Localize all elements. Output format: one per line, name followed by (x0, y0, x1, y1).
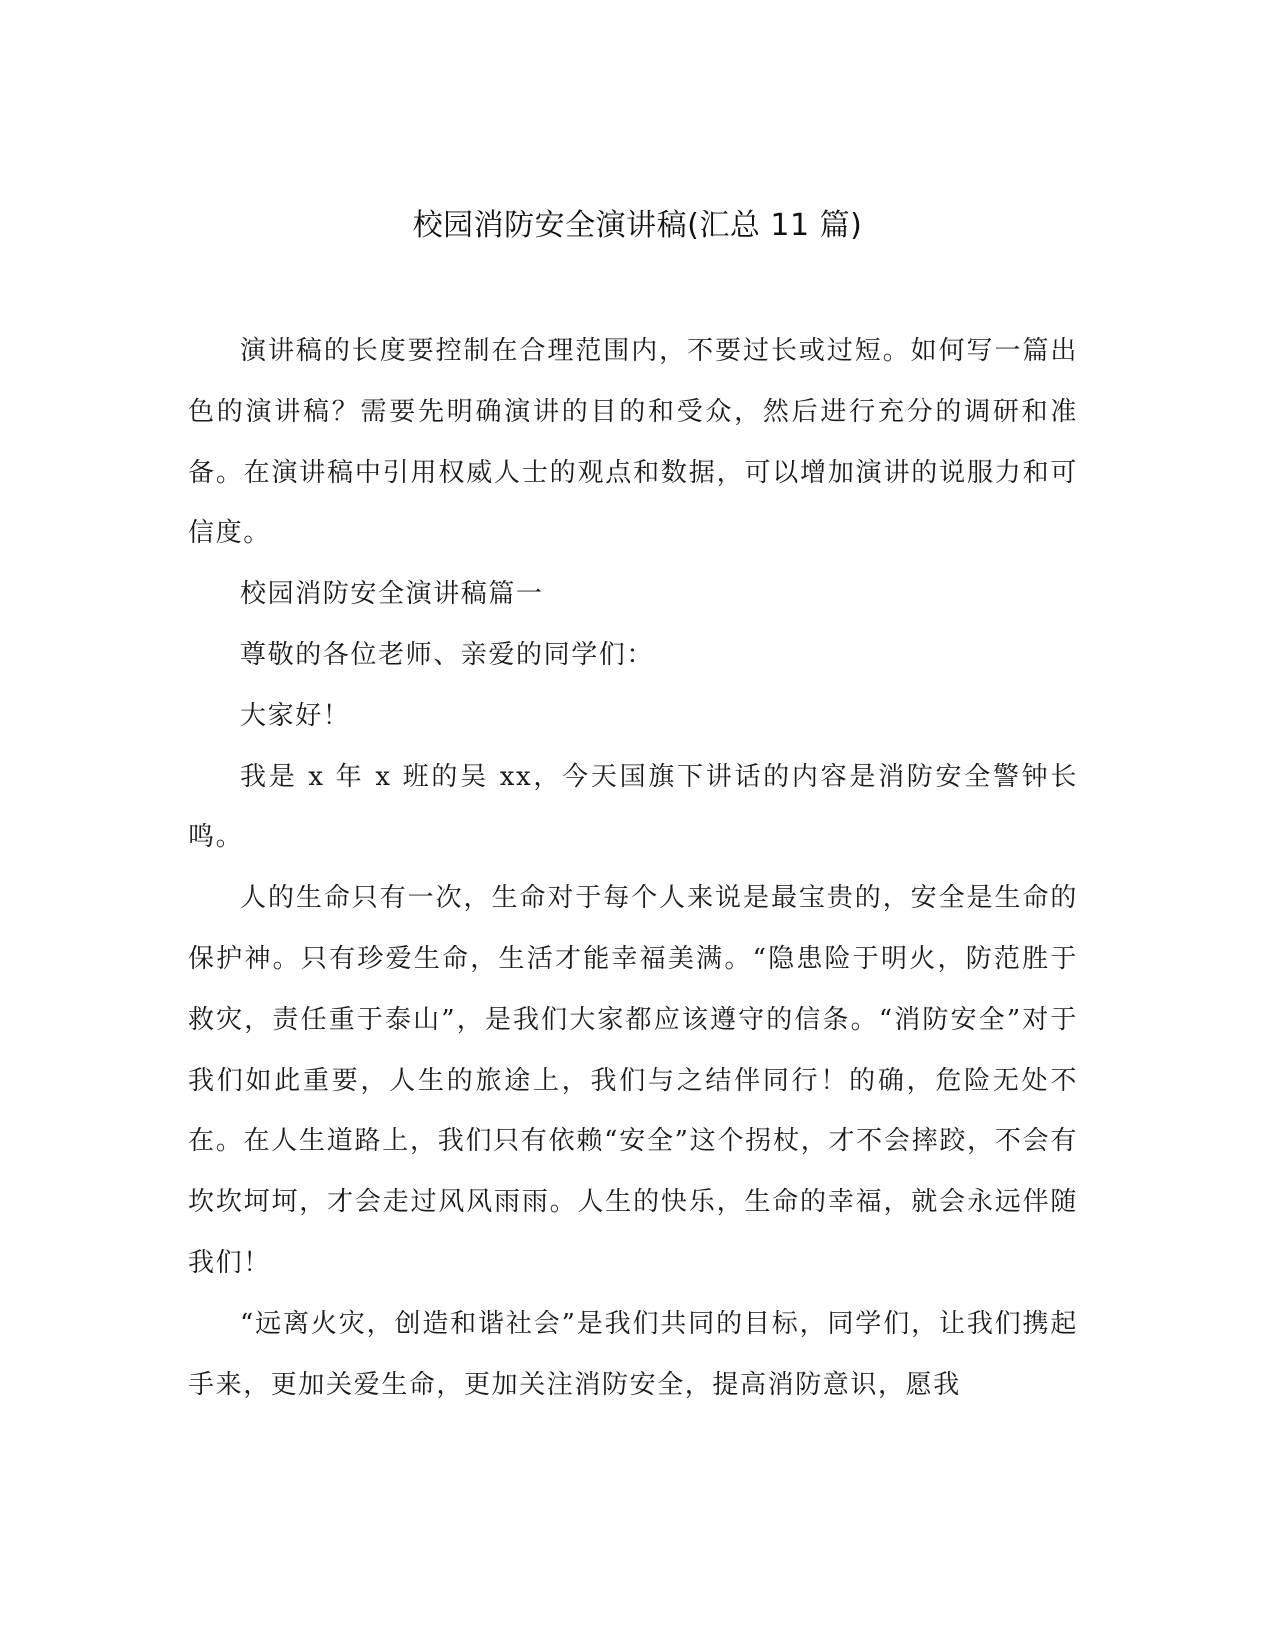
document-body (188, 321, 1078, 1415)
section-heading: 校园消防安全演讲稿篇一 (240, 579, 544, 610)
intro-paragraph: 演讲稿的长度要控制在合理范围内，不要过长或过短。如何写一篇出色的演讲稿？需要先明确演讲的目的和受众，然后进行充分的调研和准备。在演讲稿中引用权威人士的观点和数据，可以增加演讲的说服力和可信度。 (188, 336, 1078, 549)
speaker-intro-paragraph: 我是 x 年 x 班的吴 xx，今天国旗下讲话的内容是消防安全警钟长鸣。 (188, 761, 1078, 853)
salutation: 尊敬的各位老师、亲爱的同学们： (240, 639, 655, 670)
greeting: 大家好！ (240, 700, 351, 731)
body-paragraph: 人的生命只有一次，生命对于每个人来说是最宝贵的，安全是生命的保护神。只有珍爱生命，生活才能幸福美满。“隐患险于明火，防范胜于救灾，责任重于泰山”，是我们大家都应该遵守的信条。“消防安全”对于我们如此重要，人生的旅途上，我们与之结伴同行！的确，危险无处不在。在人生道路上，我们只有依赖“安全”这个拐杖，才不会摔跤，不会有坎坎坷坷，才会走过风风雨雨。人生的快乐，生命的幸福，就会永远伴随我们！ (188, 883, 1078, 1278)
document-title: 校园消防安全演讲稿(汇总 11 篇) (412, 208, 863, 243)
body-paragraph: “远离火灾，创造和谐社会”是我们共同的目标，同学们，让我们携起手来，更加关爱生命，更加关注消防安全，提高消防意识，愿我 (188, 1308, 1078, 1400)
